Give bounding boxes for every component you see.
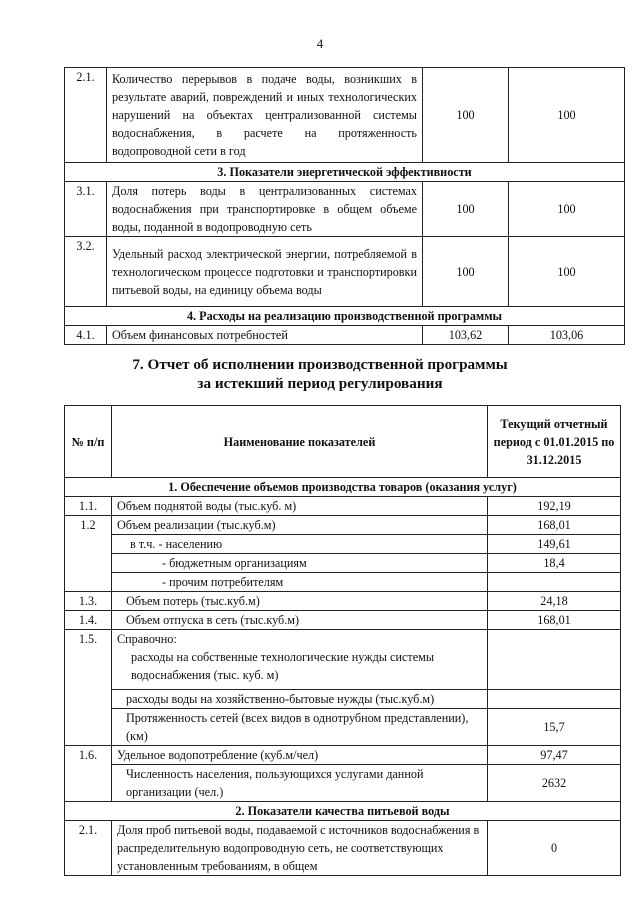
section-title-1: 1. Обеспечение объемов производства товаров (оказания услуг): [65, 478, 621, 497]
row-number: 1.1.: [65, 497, 112, 516]
row-value: 149,61: [488, 535, 621, 554]
row-value-2: 100: [509, 182, 625, 237]
row-number: 2.1.: [65, 68, 107, 163]
row-text: Объем реализации (тыс.куб.м): [112, 516, 488, 535]
header-value: Текущий отчетный период с 01.01.2015 по 31.12.2015: [488, 406, 621, 478]
reference-label: Справочно:: [117, 632, 177, 646]
row-text: Удельное водопотребление (куб.м/чел): [112, 746, 488, 765]
row-text: Протяженность сетей (всех видов в однотрубном представлении), (км): [112, 709, 488, 746]
row-text: в т.ч. - населению: [112, 535, 488, 554]
own-needs-text: расходы на собственные технологические нужды системы водоснабжения (тыс. куб. м): [131, 650, 435, 682]
row-text: Доля потерь воды в централизованных системах водоснабжения при транспортировке в общем объеме воды, поданной в водопроводную сеть: [107, 182, 423, 237]
row-value: 192,19: [488, 497, 621, 516]
page-number: 4: [316, 36, 324, 51]
row-number: 1.3.: [65, 592, 112, 611]
row-number: 1.4.: [65, 611, 112, 630]
table-row: [65, 326, 625, 345]
row-number: 4.1.: [65, 326, 107, 345]
table-row: [65, 497, 621, 516]
row-text: Удельный расход электрической энергии, потребляемой в технологическом процессе подготовки и транспортировки питьевой воды, на единицу объема воды: [107, 237, 423, 307]
table-row: [65, 630, 621, 690]
row-text: расходы воды на хозяйственно-бытовые нужды (тыс.куб.м): [112, 690, 488, 709]
table-row: [65, 592, 621, 611]
table-row: [65, 516, 621, 535]
table-row: [65, 68, 625, 163]
table-row: [65, 573, 621, 592]
row-value: 0: [488, 821, 621, 876]
row-number: 3.2.: [65, 237, 107, 307]
row-value: [488, 690, 621, 709]
row-value-1: 100: [423, 237, 509, 307]
row-text: [112, 630, 488, 690]
row-value: 97,47: [488, 746, 621, 765]
row-number: 1.2: [65, 516, 112, 535]
header-name: Наименование показателей: [112, 406, 488, 478]
header-row: [65, 406, 621, 478]
heading-line-1: 7. Отчет об исполнении производственной программы: [132, 356, 508, 373]
row-text: Объем поднятой воды (тыс.куб. м): [112, 497, 488, 516]
row-text: Доля проб питьевой воды, подаваемой с источников водоснабжения в распределительную водопроводную сеть, не соответствующих установленным требованиям, в общем: [112, 821, 488, 876]
section-title-2: 2. Показатели качества питьевой воды: [65, 802, 621, 821]
row-value: 168,01: [488, 611, 621, 630]
table-row: [65, 535, 621, 554]
row-value-2: 103,06: [509, 326, 625, 345]
table-row: [65, 709, 621, 746]
row-value-2: 100: [509, 68, 625, 163]
row-text: Объем финансовых потребностей: [107, 326, 423, 345]
section-row: [65, 307, 625, 326]
row-number: 2.1.: [65, 821, 112, 876]
row-text: Количество перерывов в подаче воды, возникших в результате аварий, повреждений и иных технологических нарушений на объектах централизованной системы водоснабжения, в расчете на протяженность водопроводной сети в год: [107, 68, 423, 163]
table-row: [65, 611, 621, 630]
section-title-4: 4. Расходы на реализацию производственной программы: [65, 307, 625, 326]
row-value-2: 100: [509, 237, 625, 307]
indicators-table-continued: [64, 67, 625, 345]
section-row: [65, 478, 621, 497]
table-row: [65, 554, 621, 573]
row-value-1: 100: [423, 68, 509, 163]
row-value: 24,18: [488, 592, 621, 611]
table-row: [65, 182, 625, 237]
header-num: № п/п: [65, 406, 112, 478]
table-row: [65, 821, 621, 876]
row-text: Объем отпуска в сеть (тыс.куб.м): [112, 611, 488, 630]
row-text: - бюджетным организациям: [112, 554, 488, 573]
row-text: Объем потерь (тыс.куб.м): [112, 592, 488, 611]
section-title-3: 3. Показатели энергетической эффективности: [65, 163, 625, 182]
row-value-1: 103,62: [423, 326, 509, 345]
row-text: - прочим потребителям: [112, 573, 488, 592]
row-number: 1.6.: [65, 746, 112, 765]
section-heading: [0, 355, 640, 393]
table-row: [65, 746, 621, 765]
report-table: [64, 405, 621, 876]
row-text: Численность населения, пользующихся услугами данной организации (чел.): [112, 765, 488, 802]
row-value: 18,4: [488, 554, 621, 573]
section-row: [65, 163, 625, 182]
row-value: 2632: [488, 765, 621, 802]
row-value: 168,01: [488, 516, 621, 535]
row-number: 3.1.: [65, 182, 107, 237]
section-row: [65, 802, 621, 821]
row-number: 1.5.: [65, 630, 112, 690]
row-value: [488, 573, 621, 592]
row-value: [488, 630, 621, 690]
table-row: [65, 237, 625, 307]
row-value: 15,7: [488, 709, 621, 746]
row-value-1: 100: [423, 182, 509, 237]
table-row: [65, 690, 621, 709]
table-row: [65, 765, 621, 802]
heading-line-2: за истекший период регулирования: [197, 375, 443, 392]
